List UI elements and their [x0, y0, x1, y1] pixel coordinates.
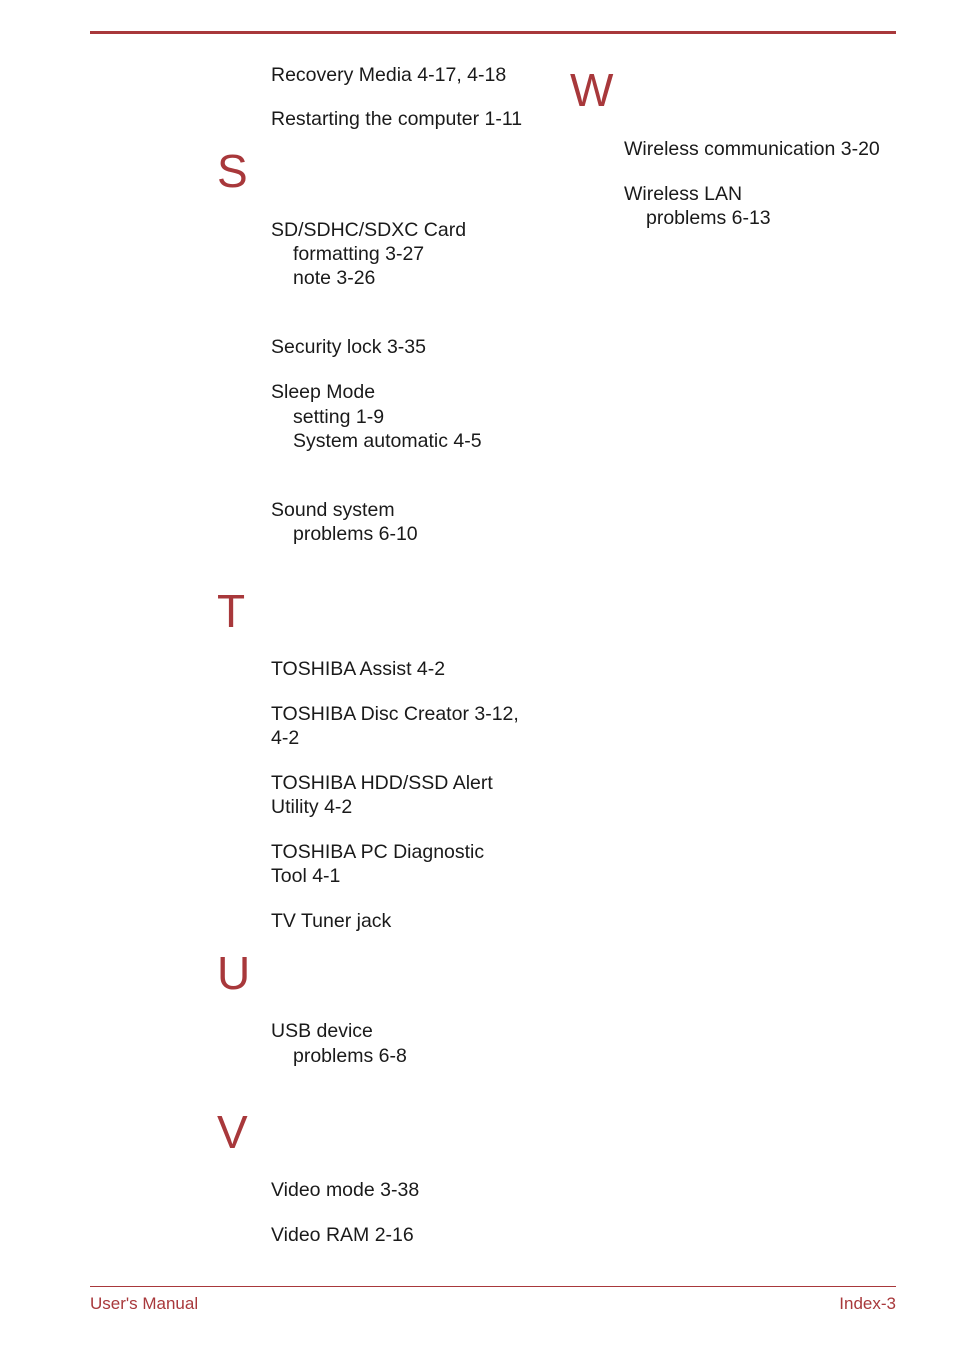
index-entry-toshiba-assist: TOSHIBA Assist 4-2: [271, 658, 446, 680]
index-entry-pc-diagnostic-cont: Tool 4-1: [271, 865, 341, 887]
footer-page-number: Index-3: [839, 1294, 896, 1313]
index-subentry-sound-problems: problems 6-10: [293, 523, 418, 545]
index-entry-video-mode: Video mode 3-38: [271, 1179, 420, 1201]
index-entry-disc-creator: TOSHIBA Disc Creator 3-12,: [271, 703, 519, 725]
index-subentry-wlan-problems: problems 6-13: [646, 207, 771, 229]
index-entry-restarting: Restarting the computer 1-11: [271, 108, 523, 130]
index-subentry-usb-problems: problems 6-8: [293, 1045, 407, 1067]
section-letter-u: U: [217, 947, 251, 999]
index-entry-security-lock: Security lock 3-35: [271, 336, 426, 358]
index-subentry-sleep-system: System automatic 4-5: [293, 430, 482, 452]
index-entry-video-ram: Video RAM 2-16: [271, 1224, 414, 1246]
index-entry-recovery-media: Recovery Media 4-17, 4-18: [271, 64, 507, 86]
index-entry-usb-device: USB device: [271, 1020, 373, 1042]
index-entry-pc-diagnostic: TOSHIBA PC Diagnostic: [271, 841, 485, 863]
index-entry-wireless-lan: Wireless LAN: [624, 183, 743, 205]
index-subentry-sleep-setting: setting 1-9: [293, 406, 385, 428]
index-subentry-sd-note: note 3-26: [293, 267, 376, 289]
footer-manual-title: User's Manual: [90, 1294, 199, 1313]
section-letter-s: S: [217, 145, 248, 197]
index-entry-sound-system: Sound system: [271, 499, 395, 521]
index-subentry-sd-formatting: formatting 3-27: [293, 243, 425, 265]
footer-rule: [90, 1286, 896, 1287]
section-letter-w: W: [570, 64, 614, 116]
index-entry-sd-card: SD/SDHC/SDXC Card: [271, 219, 467, 241]
index-entry-hdd-alert-cont: Utility 4-2: [271, 796, 353, 818]
section-letter-v: V: [217, 1106, 248, 1158]
index-entry-sleep-mode: Sleep Mode: [271, 381, 376, 403]
index-entry-disc-creator-cont: 4-2: [271, 727, 300, 749]
section-letter-t: T: [217, 585, 246, 637]
index-entry-wireless-communication: Wireless communication 3-20: [624, 138, 880, 160]
index-entry-tv-tuner: TV Tuner jack: [271, 910, 392, 932]
header-rule: [90, 31, 896, 34]
index-entry-hdd-alert: TOSHIBA HDD/SSD Alert: [271, 772, 493, 794]
